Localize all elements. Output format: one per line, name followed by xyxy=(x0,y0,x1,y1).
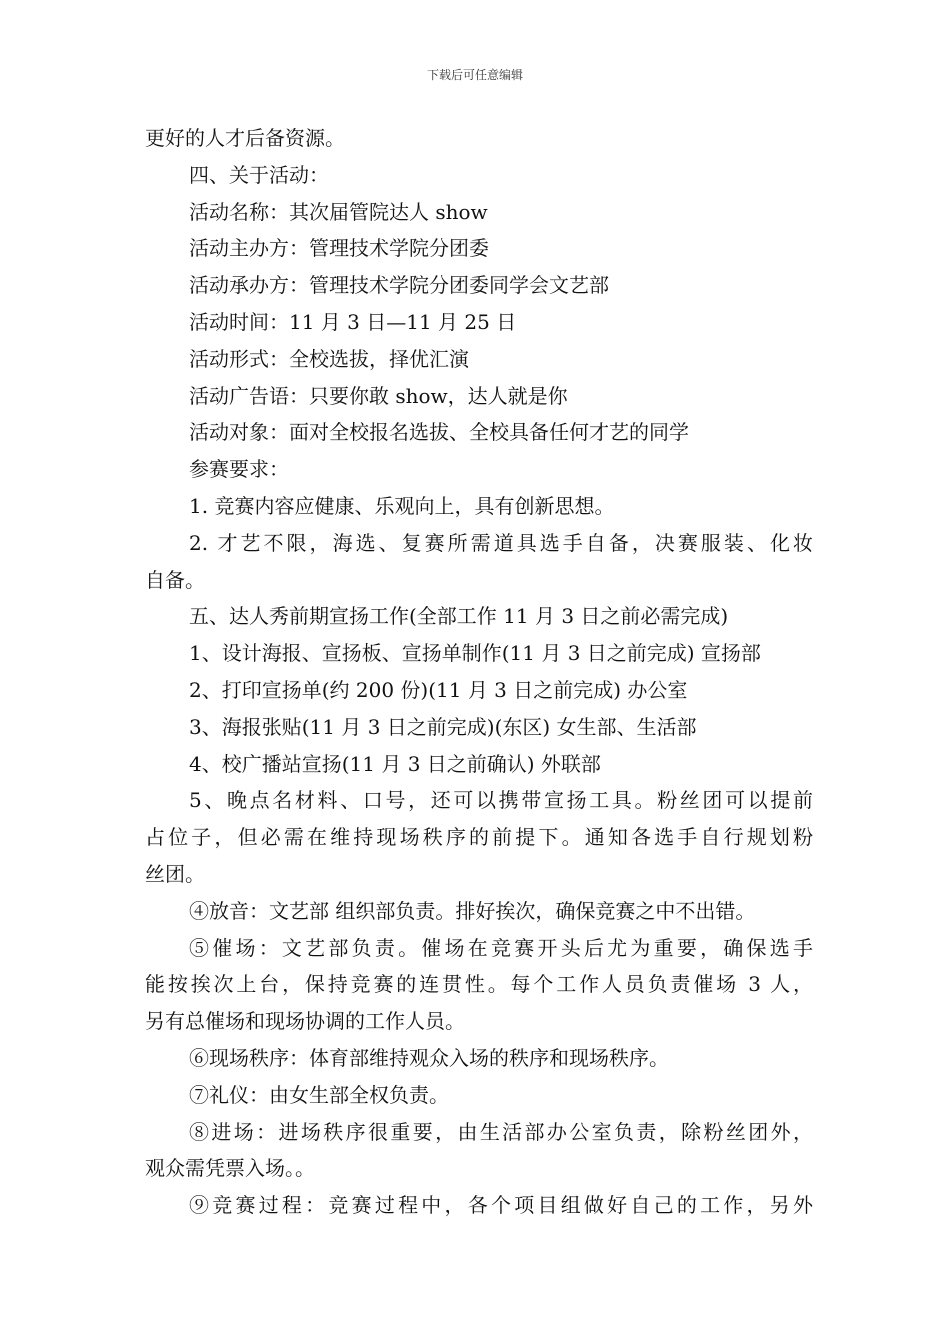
paragraph-line: 活动名称：其次届管院达人 show xyxy=(189,199,488,224)
document-body xyxy=(145,120,813,1224)
paragraph-line: 活动对象：面对全校报名选拔、全校具备任何才艺的同学 xyxy=(189,420,689,445)
list-item: 2. 才艺不限，海选、复赛所需道具选手自备，决赛服装、化妆 xyxy=(189,530,813,555)
paragraph-line: 观众需凭票入场。。 xyxy=(145,1156,315,1181)
list-item: ⑤催场：文艺部负责。催场在竞赛开头后尤为重要，确保选手 xyxy=(189,935,813,960)
section-heading: 四、关于活动： xyxy=(189,162,329,187)
paragraph-line: 另有总催场和现场协调的工作人员。 xyxy=(145,1009,465,1034)
list-item: 1、设计海报、宣扬板、宣扬单制作(11 月 3 日之前完成) 宣扬部 xyxy=(189,641,761,666)
paragraph-line: 活动时间：11 月 3 日—11 月 25 日 xyxy=(189,309,517,334)
list-item: 1. 竞赛内容应健康、乐观向上，具有创新思想。 xyxy=(189,493,615,518)
paragraph-line: 更好的人才后备资源。 xyxy=(145,126,345,150)
paragraph-line: 自备。 xyxy=(145,567,205,592)
paragraph-line: 活动形式：全校选拔，择优汇演 xyxy=(189,346,469,371)
list-item: 5、晚点名材料、口号，还可以携带宣扬工具。粉丝团可以提前 xyxy=(189,788,813,813)
paragraph-line: 占位子，但必需在维持现场秩序的前提下。通知各选手自行规划粉 xyxy=(145,825,813,850)
list-item: 2、打印宣扬单(约 200 份)(11 月 3 日之前完成) 办公室 xyxy=(189,677,688,702)
paragraph-line: 能按挨次上台，保持竞赛的连贯性。每个工作人员负责催场 3 人， xyxy=(145,972,813,997)
paragraph-line: 活动广告语：只要你敢 show，达人就是你 xyxy=(189,383,568,408)
list-item: ⑥现场秩序：体育部维持观众入场的秩序和现场秩序。 xyxy=(189,1045,669,1070)
list-item: ④放音：文艺部 组织部负责。排好挨次，确保竞赛之中不出错。 xyxy=(189,898,756,923)
page-header: 下载后可任意编辑 xyxy=(426,68,523,82)
paragraph-line: 活动承办方：管理技术学院分团委同学会文艺部 xyxy=(189,273,609,298)
list-item: ⑨竞赛过程：竞赛过程中，各个项目组做好自己的工作，另外 xyxy=(189,1193,813,1218)
list-item: 4、校广播站宣扬(11 月 3 日之前确认) 外联部 xyxy=(189,751,601,776)
paragraph-line: 活动主办方：管理技术学院分团委 xyxy=(189,236,489,261)
section-heading: 五、达人秀前期宣扬工作(全部工作 11 月 3 日之前必需完成) xyxy=(189,604,729,629)
list-item: ⑦礼仪：由女生部全权负责。 xyxy=(189,1082,449,1107)
list-item: 3、海报张贴(11 月 3 日之前完成)(东区) 女生部、生活部 xyxy=(189,714,697,739)
list-item: ⑧进场：进场秩序很重要，由生活部办公室负责，除粉丝团外， xyxy=(189,1119,813,1144)
paragraph-line: 参赛要求： xyxy=(189,457,289,482)
paragraph-line: 丝团。 xyxy=(145,861,205,886)
